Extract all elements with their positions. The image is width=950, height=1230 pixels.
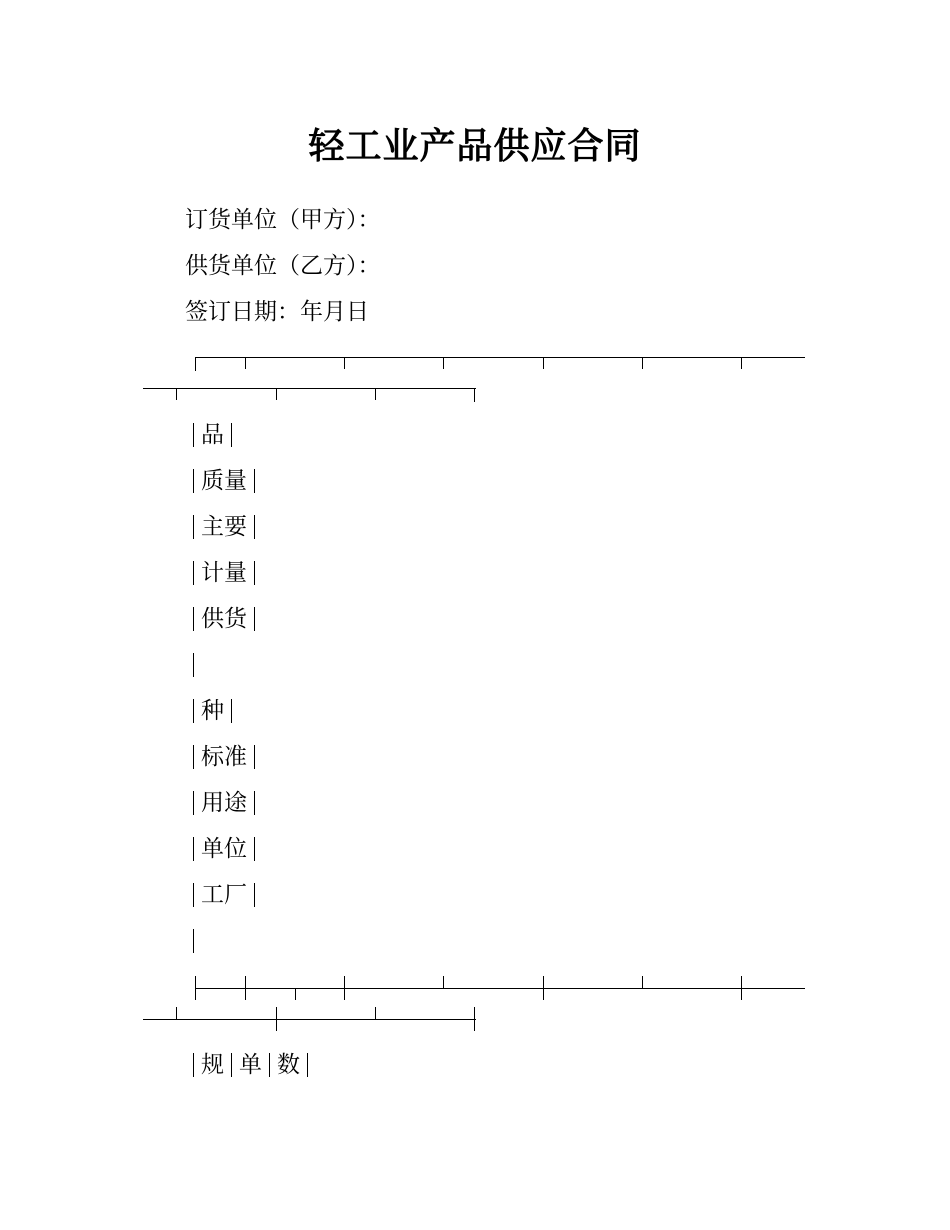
border-tick — [276, 1007, 277, 1031]
border-tick — [375, 1007, 376, 1019]
document-title: 轻工业产品供应合同 — [308, 126, 642, 167]
cell-divider — [231, 699, 232, 723]
cell-divider — [254, 791, 255, 815]
cell-divider — [231, 423, 232, 447]
border-tick — [344, 976, 345, 1000]
table-cell: 质量 — [201, 468, 247, 494]
cell-divider — [193, 653, 194, 677]
sign-date-field: 签订日期：年月日 — [185, 299, 369, 325]
border-tick — [195, 357, 196, 371]
cell-divider — [307, 1053, 308, 1077]
table-cell: 品 — [201, 422, 224, 448]
table-cell: 规 — [201, 1052, 224, 1078]
cell-divider — [254, 515, 255, 539]
border-line — [143, 1019, 476, 1020]
border-tick — [295, 988, 296, 1000]
cell-divider — [193, 883, 194, 907]
border-tick — [543, 357, 544, 369]
border-tick — [443, 357, 444, 369]
border-tick — [176, 1007, 177, 1019]
border-tick — [245, 976, 246, 1000]
border-tick — [543, 976, 544, 1000]
cell-divider — [193, 607, 194, 631]
table-cell: 数 — [277, 1052, 300, 1078]
cell-divider — [193, 469, 194, 493]
table-cell: 主要 — [201, 514, 247, 540]
table-cell: 用途 — [201, 790, 247, 816]
border-tick — [245, 357, 246, 369]
table-row — [193, 696, 239, 726]
table-cell: 供货 — [201, 606, 247, 632]
table-row — [193, 742, 262, 772]
cell-divider — [254, 745, 255, 769]
cell-divider — [193, 837, 194, 861]
cell-divider — [254, 837, 255, 861]
table-row — [193, 880, 262, 910]
cell-divider — [254, 883, 255, 907]
table-cell: 种 — [201, 698, 224, 724]
cell-divider — [193, 791, 194, 815]
table-row — [193, 558, 262, 588]
border-tick — [741, 976, 742, 1000]
table-row — [193, 650, 201, 680]
table-cell: 单 — [239, 1052, 262, 1078]
cell-divider — [193, 423, 194, 447]
border-line — [195, 988, 805, 989]
table-cell: 单位 — [201, 836, 247, 862]
table-row — [193, 420, 239, 450]
cell-divider — [193, 745, 194, 769]
border-tick — [474, 388, 475, 402]
border-tick — [741, 357, 742, 369]
cell-divider — [193, 515, 194, 539]
border-tick — [344, 357, 345, 369]
cell-divider — [254, 561, 255, 585]
table-cell: 工厂 — [201, 882, 247, 908]
buyer-field: 订货单位（甲方）： — [185, 207, 381, 233]
border-tick — [474, 1007, 475, 1031]
cell-divider — [193, 1053, 194, 1077]
border-tick — [642, 976, 643, 988]
border-line — [143, 388, 476, 389]
border-tick — [642, 357, 643, 369]
table-row — [193, 512, 262, 542]
cell-divider — [193, 929, 194, 953]
supplier-field: 供货单位（乙方）： — [185, 253, 381, 279]
border-tick — [375, 388, 376, 400]
cell-divider — [254, 607, 255, 631]
cell-divider — [254, 469, 255, 493]
border-tick — [195, 976, 196, 1000]
table-row — [193, 788, 262, 818]
border-line — [195, 357, 805, 358]
border-tick — [176, 388, 177, 400]
cell-divider — [231, 1053, 232, 1077]
table-cell: 标准 — [201, 744, 247, 770]
border-tick — [443, 976, 444, 988]
border-tick — [276, 388, 277, 400]
cell-divider — [193, 699, 194, 723]
cell-divider — [269, 1053, 270, 1077]
table-row — [193, 466, 262, 496]
table-row — [193, 926, 201, 956]
cell-divider — [193, 561, 194, 585]
table-row — [193, 604, 262, 634]
table-row — [193, 834, 262, 864]
table-row — [193, 1050, 315, 1080]
table-cell: 计量 — [201, 560, 247, 586]
